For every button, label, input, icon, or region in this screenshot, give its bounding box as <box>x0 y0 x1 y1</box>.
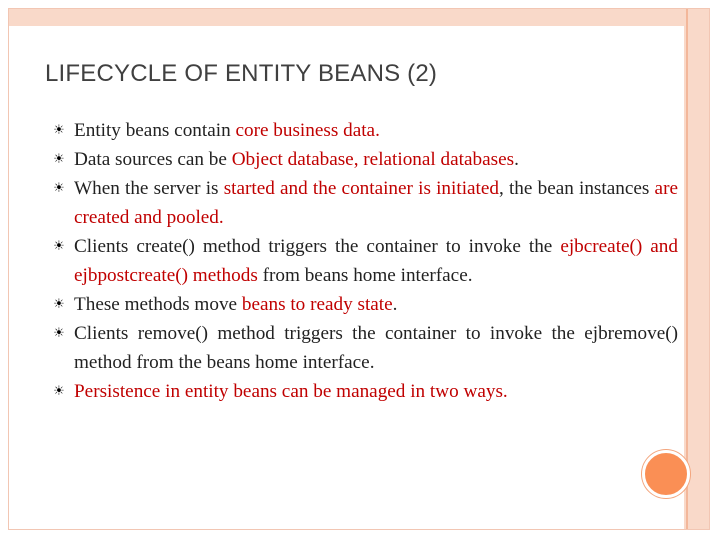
bullet-text: from beans home interface. <box>257 265 473 286</box>
bullet-text: , the bean instances <box>498 178 655 199</box>
highlighted-text: Object database, relational databases <box>231 149 515 170</box>
bullet-item <box>52 174 678 232</box>
bullet-item <box>52 145 678 174</box>
sun-bullet-icon: ☀ <box>53 384 65 399</box>
sun-bullet-icon: ☀ <box>53 297 65 312</box>
bullet-text: Clients create() method triggers the container to invoke the <box>74 236 561 257</box>
sun-bullet-icon: ☀ <box>53 181 65 196</box>
bullet-text: Data sources can be <box>74 149 232 170</box>
bullet-text: . <box>392 294 398 315</box>
highlighted-text: ejbcreate() and ejbpostcreate() methods <box>74 236 678 286</box>
slide-title: LIFECYCLE OF ENTITY BEANS (2) <box>45 60 438 87</box>
sun-bullet-icon: ☀ <box>53 152 65 167</box>
sun-bullet-icon: ☀ <box>53 326 65 341</box>
bullet-item <box>52 290 678 319</box>
highlighted-text: started and the container is initiated <box>223 178 499 199</box>
highlighted-text: are created and pooled. <box>74 178 678 228</box>
bullet-list <box>52 116 678 406</box>
decorative-circle <box>642 450 690 498</box>
bullet-text: Entity beans contain <box>74 120 236 141</box>
bullet-text: These methods move <box>74 294 242 315</box>
highlighted-text: Persistence in entity beans can be managed in two ways. <box>74 381 508 402</box>
bullet-text: When the server is <box>74 178 224 199</box>
sun-bullet-icon: ☀ <box>53 123 65 138</box>
bullet-item <box>52 116 678 145</box>
bullet-text: . <box>514 149 519 170</box>
bullet-item <box>52 377 678 406</box>
bullet-item <box>52 319 678 377</box>
bullet-text: Clients remove() method triggers the container to invoke the ejbremove() method from the beans home interface. <box>74 323 678 373</box>
highlighted-text: core business data. <box>235 120 380 141</box>
sun-bullet-icon: ☀ <box>53 239 65 254</box>
highlighted-text: beans to ready state <box>241 294 393 315</box>
bullet-item <box>52 232 678 290</box>
